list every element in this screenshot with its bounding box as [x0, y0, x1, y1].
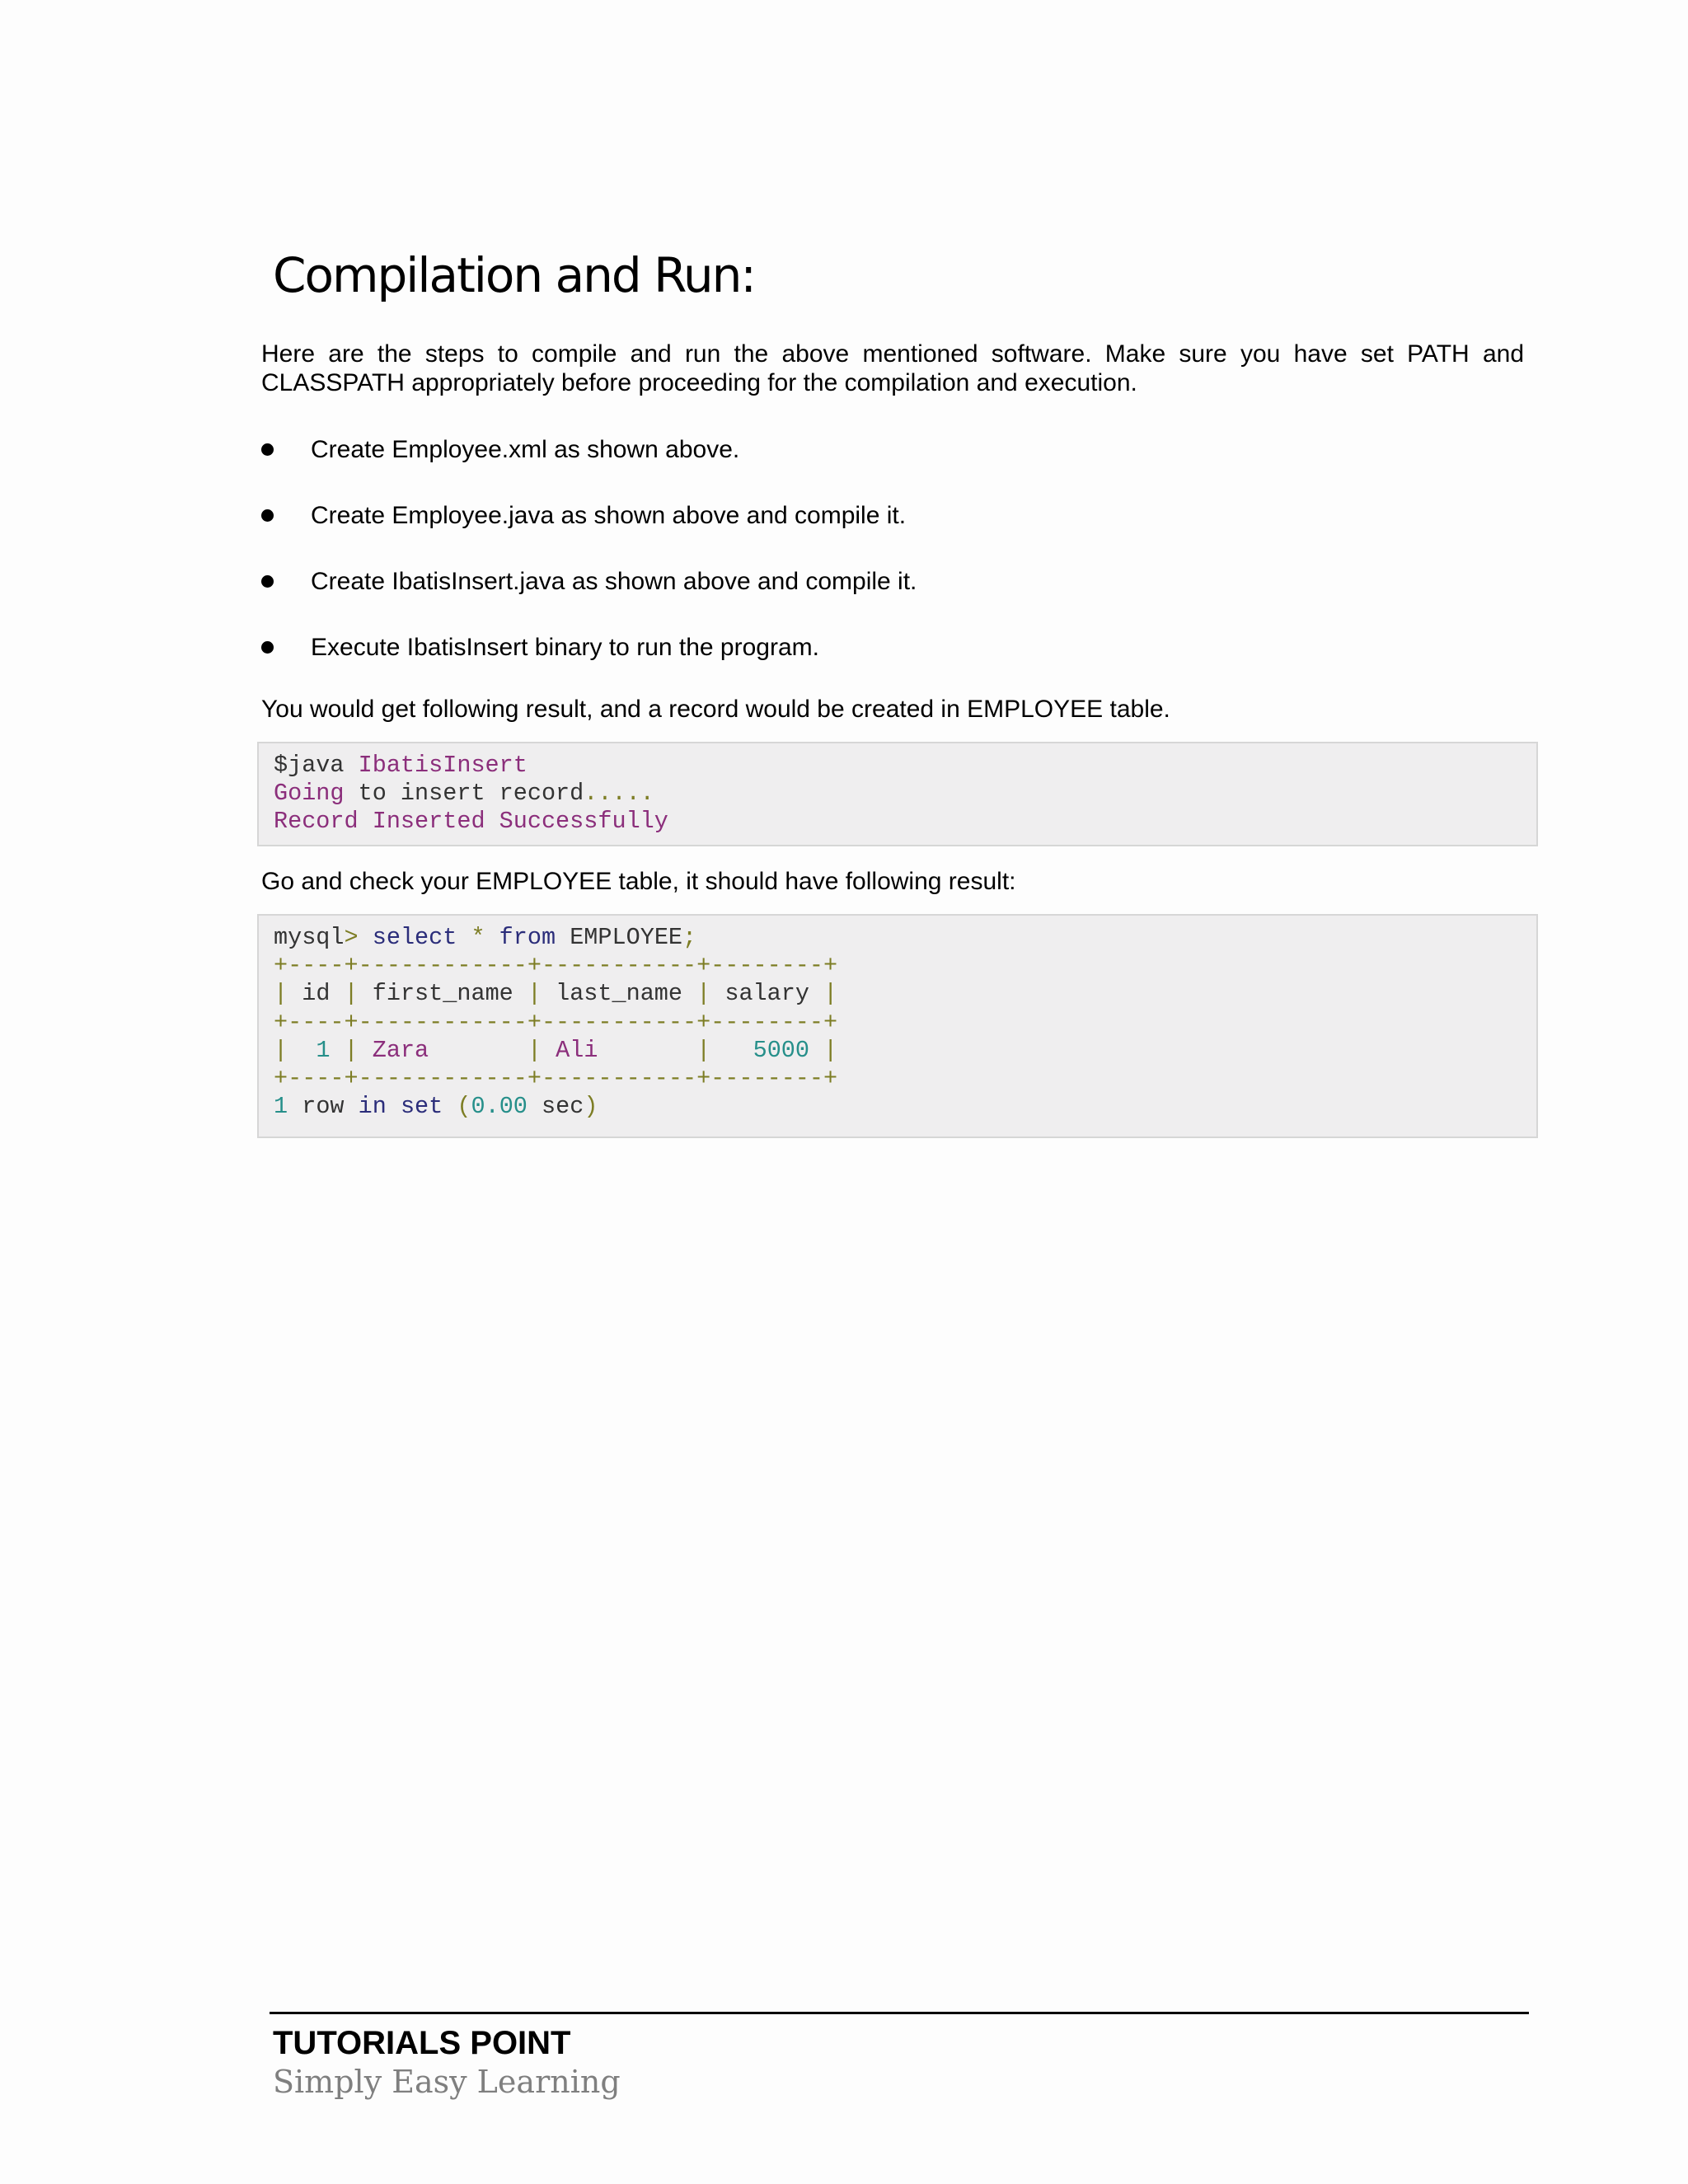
step-text: Create Employee.xml as shown above. [311, 436, 740, 463]
code-token: > [344, 924, 373, 951]
code-token: 0.00 [471, 1093, 528, 1121]
code-token: Ali [556, 1036, 598, 1064]
code-token: | [527, 980, 542, 1008]
section-heading: Compilation and Run: [273, 247, 755, 303]
table-border-line: +----+------------+-----------+--------+ [274, 1064, 838, 1092]
footer-tagline: Simply Easy Learning [273, 2064, 621, 2100]
list-item [261, 494, 1498, 560]
code-token: IbatisInsert [358, 752, 528, 779]
mysql-output-code-block [257, 914, 1538, 1138]
code-token: | [344, 980, 359, 1008]
code-token: ) [584, 1093, 598, 1121]
code-token: ( [457, 1093, 471, 1121]
code-token: in [358, 1093, 387, 1121]
code-token: sec [527, 1093, 584, 1121]
code-line: Record Inserted Successfully [274, 808, 668, 836]
code-token: * [457, 924, 499, 951]
bullet-icon [261, 575, 274, 588]
code-token: EMPLOYEE [556, 924, 683, 951]
code-token: | [274, 1036, 288, 1064]
code-token: | [344, 1036, 359, 1064]
code-line [274, 924, 1522, 952]
bullet-icon [261, 509, 274, 522]
step-text: Create Employee.java as shown above and compile it. [311, 502, 907, 529]
footer-divider [270, 2012, 1529, 2014]
list-item [261, 560, 1498, 626]
code-token: Zara [372, 1036, 429, 1064]
list-item [261, 429, 1498, 494]
code-token: first_name [358, 980, 528, 1008]
code-token: 1 [274, 1093, 288, 1121]
code-token: from [499, 924, 556, 951]
code-token: ..... [584, 780, 654, 808]
code-token: mysql [274, 924, 345, 951]
code-line [274, 752, 1522, 780]
footer-brand: TUTORIALS POINT [273, 2025, 571, 2061]
code-line [274, 780, 1522, 808]
code-token: ; [682, 924, 697, 951]
bullet-icon [261, 641, 274, 654]
code-token: row [288, 1093, 359, 1121]
check-intro-paragraph: Go and check your EMPLOYEE table, it should have following result: [261, 868, 1016, 895]
step-text: Create IbatisInsert.java as shown above and compile it. [311, 568, 917, 595]
step-text: Execute IbatisInsert binary to run the program. [311, 634, 819, 661]
run-output-code-block [257, 742, 1538, 846]
result-intro-paragraph: You would get following result, and a record would be created in EMPLOYEE table. [261, 696, 1170, 723]
code-token: last_name [541, 980, 697, 1008]
code-token: | [696, 980, 711, 1008]
table-row-line [274, 1037, 1522, 1065]
bullet-icon [261, 443, 274, 456]
code-token [598, 1037, 696, 1064]
code-token: select [372, 924, 457, 951]
summary-line [274, 1093, 1522, 1121]
code-token: | [274, 980, 288, 1008]
code-token [429, 1037, 528, 1064]
code-token: set [400, 1093, 443, 1121]
code-token: salary [710, 980, 824, 1008]
list-item [261, 626, 1498, 692]
table-border-line: +----+------------+-----------+--------+ [274, 952, 838, 980]
code-token: to insert record [344, 780, 584, 808]
code-token: | [823, 980, 838, 1008]
code-token: 1 [288, 1036, 331, 1064]
code-token: Going [274, 780, 345, 808]
intro-paragraph: Here are the steps to compile and run the above mentioned software. Make sure you have set PATH and CLASSPATH appropriately before proceeding for the compilation and execution. [261, 340, 1524, 396]
code-token: | [823, 1036, 838, 1064]
code-token: | [696, 1036, 711, 1064]
code-token: id [288, 980, 345, 1008]
steps-list [261, 429, 1498, 692]
table-header-line [274, 980, 1522, 1008]
code-token: 5000 [710, 1036, 810, 1064]
code-token: $java [274, 752, 359, 779]
table-border-line: +----+------------+-----------+--------+ [274, 1008, 838, 1036]
code-token: | [527, 1036, 542, 1064]
